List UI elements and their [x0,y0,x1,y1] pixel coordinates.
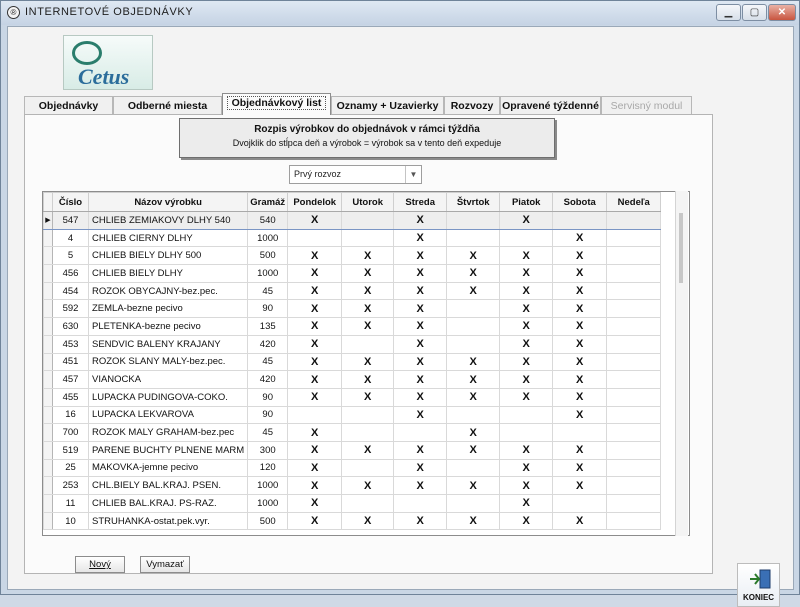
cell-utorok[interactable]: X [342,247,394,265]
cell-utorok[interactable] [342,335,394,353]
cell-pondelok[interactable]: X [288,335,342,353]
cell-pondelok[interactable]: X [288,495,342,513]
exit-button[interactable] [737,563,780,607]
cell-sobota[interactable]: X [553,282,607,300]
cell-pondelok[interactable]: X [288,424,342,442]
cell-piatok[interactable]: X [500,318,553,336]
cell-sobota[interactable]: X [553,371,607,389]
tab-rozvozy[interactable]: Rozvozy [444,96,500,115]
table-row[interactable] [44,371,661,389]
table-row[interactable] [44,441,661,459]
cell-piatok[interactable]: X [500,212,553,230]
cell-pondelok[interactable] [288,229,342,247]
cell-nedela[interactable] [607,388,661,406]
row-selector[interactable] [44,335,53,353]
cell-pondelok[interactable]: X [288,265,342,283]
cell-gramaz[interactable]: 300 [248,441,288,459]
cell-streda[interactable]: X [394,441,447,459]
cell-stvrtok[interactable] [447,335,500,353]
cell-utorok[interactable] [342,406,394,424]
cell-nedela[interactable] [607,335,661,353]
cell-piatok[interactable]: X [500,371,553,389]
cell-gramaz[interactable]: 45 [248,282,288,300]
header-nedela[interactable]: Nedeľa [607,193,661,212]
cell-utorok[interactable] [342,424,394,442]
window-title: INTERNETOVÉ OBJEDNÁVKY [25,6,194,18]
table-row[interactable] [44,212,661,230]
row-selector[interactable] [44,353,53,371]
table-row[interactable] [44,512,661,530]
app-icon[interactable]: ® [7,6,20,19]
cell-nedela[interactable] [607,477,661,495]
cell-piatok[interactable]: X [500,335,553,353]
cell-nazov[interactable]: SENDVIC BALENY KRAJANY [89,335,248,353]
cell-nazov[interactable]: CHLIEB ZEMIAKOVY DLHY 540 [89,212,248,230]
cell-nazov[interactable]: STRUHANKA-ostat.pek.vyr. [89,512,248,530]
cell-pondelok[interactable]: X [288,282,342,300]
minimize-icon[interactable]: ▁ [716,4,741,21]
cell-nedela[interactable] [607,371,661,389]
cell-pondelok[interactable]: X [288,353,342,371]
cell-utorok[interactable] [342,459,394,477]
cell-sobota[interactable]: X [553,229,607,247]
cell-stvrtok[interactable] [447,212,500,230]
cell-piatok[interactable]: X [500,247,553,265]
table-row[interactable] [44,459,661,477]
cell-sobota[interactable]: X [553,318,607,336]
cell-pondelok[interactable] [288,406,342,424]
cell-stvrtok[interactable]: X [447,424,500,442]
cell-nazov[interactable]: ROZOK OBYCAJNY-bez.pec. [89,282,248,300]
tab-objednavkovy-list[interactable] [222,93,331,115]
row-selector[interactable] [44,247,53,265]
cell-cislo[interactable]: 253 [53,477,89,495]
cell-nazov[interactable]: MAKOVKA-jemne pecivo [89,459,248,477]
cell-piatok[interactable]: X [500,265,553,283]
row-selector[interactable] [44,265,53,283]
vertical-scrollbar[interactable] [675,191,688,536]
cell-nazov[interactable]: CHLIEB BIELY DLHY [89,265,248,283]
cell-pondelok[interactable]: X [288,371,342,389]
cell-utorok[interactable]: X [342,282,394,300]
cell-cislo[interactable]: 455 [53,388,89,406]
cell-nedela[interactable] [607,247,661,265]
cell-utorok[interactable] [342,212,394,230]
cell-gramaz[interactable]: 500 [248,247,288,265]
table-row[interactable] [44,406,661,424]
cell-nazov[interactable]: LUPACKA LEKVAROVA [89,406,248,424]
cell-nazov[interactable]: CHLIEB BIELY DLHY 500 [89,247,248,265]
row-selector[interactable] [44,282,53,300]
cell-nazov[interactable]: PARENE BUCHTY PLNENE MARM [89,441,248,459]
scrollbar-thumb[interactable] [679,213,683,283]
table-row[interactable] [44,335,661,353]
route-select-value: Prvý rozvoz [294,169,342,179]
cell-gramaz[interactable]: 45 [248,424,288,442]
table-row[interactable] [44,388,661,406]
cell-cislo[interactable]: 5 [53,247,89,265]
logo-text: Cetus [78,64,130,89]
row-selector[interactable] [44,229,53,247]
cell-gramaz[interactable]: 45 [248,353,288,371]
cell-piatok[interactable] [500,229,553,247]
cell-piatok[interactable]: X [500,459,553,477]
cell-sobota[interactable]: X [553,406,607,424]
header-cislo[interactable]: Číslo [53,193,89,212]
cell-streda[interactable] [394,495,447,513]
main-area [7,26,794,602]
cell-cislo[interactable]: 519 [53,441,89,459]
cell-streda[interactable] [394,424,447,442]
cell-pondelok[interactable]: X [288,459,342,477]
cell-gramaz[interactable]: 500 [248,512,288,530]
row-selector[interactable] [44,512,53,530]
cell-cislo[interactable]: 453 [53,335,89,353]
cell-pondelok[interactable]: X [288,212,342,230]
row-selector[interactable] [44,371,53,389]
cell-utorok[interactable] [342,229,394,247]
cell-pondelok[interactable]: X [288,477,342,495]
cell-gramaz[interactable]: 1000 [248,265,288,283]
header-stvrtok[interactable]: Štvrtok [447,193,500,212]
cell-stvrtok[interactable]: X [447,247,500,265]
cell-utorok[interactable]: X [342,441,394,459]
cell-cislo[interactable]: 592 [53,300,89,318]
cell-utorok[interactable] [342,495,394,513]
cell-gramaz[interactable]: 1000 [248,229,288,247]
cell-nedela[interactable] [607,300,661,318]
cell-gramaz[interactable]: 420 [248,335,288,353]
cell-piatok[interactable] [500,424,553,442]
cell-nedela[interactable] [607,282,661,300]
cell-nazov[interactable]: CHLIEB BAL.KRAJ. PS-RAZ. [89,495,248,513]
row-selector[interactable] [44,300,53,318]
cell-streda[interactable]: X [394,512,447,530]
header-piatok[interactable]: Piatok [500,193,553,212]
cell-nedela[interactable] [607,424,661,442]
table-row[interactable] [44,424,661,442]
table-row[interactable] [44,229,661,247]
cell-stvrtok[interactable] [447,318,500,336]
cell-cislo[interactable]: 456 [53,265,89,283]
cell-nazov[interactable]: ROZOK SLANY MALY-bez.pec. [89,353,248,371]
table-header [44,193,661,212]
cell-sobota[interactable]: X [553,353,607,371]
row-selector[interactable] [44,318,53,336]
cell-streda[interactable]: X [394,388,447,406]
cell-sobota[interactable] [553,212,607,230]
cell-streda[interactable]: X [394,247,447,265]
cell-gramaz[interactable]: 1000 [248,477,288,495]
row-selector[interactable] [44,495,53,513]
cell-sobota[interactable]: X [553,459,607,477]
tab-odberne-miesta[interactable]: Odberné miesta [113,96,222,115]
cell-utorok[interactable]: X [342,318,394,336]
cell-stvrtok[interactable]: X [447,388,500,406]
cell-sobota[interactable]: X [553,300,607,318]
cell-nedela[interactable] [607,212,661,230]
current-row-arrow-icon[interactable]: ▶ [44,212,53,230]
cell-stvrtok[interactable] [447,459,500,477]
row-selector[interactable] [44,477,53,495]
cell-streda[interactable]: X [394,265,447,283]
cell-sobota[interactable]: X [553,247,607,265]
tab-objednavky[interactable]: Objednávky [24,96,113,115]
table-row[interactable] [44,353,661,371]
exit-label: KONIEC [742,593,775,602]
cell-nedela[interactable] [607,353,661,371]
cell-streda[interactable]: X [394,318,447,336]
cell-nedela[interactable] [607,229,661,247]
cell-utorok[interactable]: X [342,477,394,495]
row-selector[interactable] [44,441,53,459]
cell-utorok[interactable]: X [342,265,394,283]
cell-streda[interactable]: X [394,282,447,300]
close-icon[interactable]: ✕ [768,4,796,21]
cell-gramaz[interactable]: 90 [248,300,288,318]
table-body [44,212,661,530]
header-gramaz[interactable]: Gramáž [248,193,288,212]
cell-piatok[interactable]: X [500,512,553,530]
cell-utorok[interactable]: X [342,512,394,530]
cell-nedela[interactable] [607,459,661,477]
row-selector[interactable] [44,424,53,442]
cell-stvrtok[interactable]: X [447,371,500,389]
cell-nedela[interactable] [607,495,661,513]
cell-stvrtok[interactable] [447,406,500,424]
cell-piatok[interactable]: X [500,441,553,459]
cell-cislo[interactable]: 4 [53,229,89,247]
tab-servisny-modul: Servisný modul [601,96,692,115]
cell-nedela[interactable] [607,441,661,459]
cell-streda[interactable]: X [394,229,447,247]
cell-sobota[interactable] [553,424,607,442]
cell-utorok[interactable]: X [342,353,394,371]
cell-cislo[interactable]: 700 [53,424,89,442]
cell-sobota[interactable]: X [553,335,607,353]
cell-cislo[interactable]: 25 [53,459,89,477]
cell-piatok[interactable] [500,406,553,424]
cell-nazov[interactable]: ZEMLA-bezne pecivo [89,300,248,318]
cell-streda[interactable]: X [394,477,447,495]
row-selector[interactable] [44,388,53,406]
new-button[interactable]: Nový [75,556,125,573]
cell-sobota[interactable]: X [553,388,607,406]
cell-cislo[interactable]: 11 [53,495,89,513]
cell-stvrtok[interactable] [447,300,500,318]
cell-gramaz[interactable]: 420 [248,371,288,389]
cell-stvrtok[interactable]: X [447,441,500,459]
delete-button[interactable]: Vymazať [140,556,190,573]
cell-gramaz[interactable]: 540 [248,212,288,230]
cell-nazov[interactable]: LUPACKA PUDINGOVA-COKO. [89,388,248,406]
header-selector [44,193,53,212]
cell-stvrtok[interactable] [447,229,500,247]
cell-pondelok[interactable]: X [288,441,342,459]
tab-panel [24,114,713,574]
cell-streda[interactable]: X [394,212,447,230]
exit-door-icon [748,569,772,589]
cell-nedela[interactable] [607,265,661,283]
cell-nedela[interactable] [607,406,661,424]
title-bar[interactable] [1,1,799,25]
cell-pondelok[interactable]: X [288,247,342,265]
tab-oznamy-uzavierky[interactable]: Oznamy + Uzavierky [331,96,444,115]
cell-utorok[interactable]: X [342,300,394,318]
cell-pondelok[interactable]: X [288,388,342,406]
cell-stvrtok[interactable]: X [447,353,500,371]
cell-streda[interactable]: X [394,353,447,371]
header-pondelok[interactable]: Pondelok [288,193,342,212]
cell-cislo[interactable]: 16 [53,406,89,424]
header-sobota[interactable]: Sobota [553,193,607,212]
cell-piatok[interactable]: X [500,300,553,318]
products-table [43,192,661,530]
cell-streda[interactable]: X [394,406,447,424]
cell-pondelok[interactable]: X [288,300,342,318]
cell-sobota[interactable]: X [553,477,607,495]
cell-stvrtok[interactable]: X [447,282,500,300]
header-streda[interactable]: Streda [394,193,447,212]
cell-nazov[interactable]: CHL.BIELY BAL.KRAJ. PSEN. [89,477,248,495]
cell-pondelok[interactable]: X [288,318,342,336]
cell-gramaz[interactable]: 1000 [248,495,288,513]
cell-cislo[interactable]: 454 [53,282,89,300]
cell-streda[interactable]: X [394,371,447,389]
cell-nedela[interactable] [607,318,661,336]
cell-gramaz[interactable]: 135 [248,318,288,336]
maximize-icon[interactable]: ▢ [742,4,767,21]
header-nazov[interactable]: Názov výrobku [89,193,248,212]
cell-stvrtok[interactable]: X [447,265,500,283]
cell-sobota[interactable]: X [553,441,607,459]
cell-cislo[interactable]: 10 [53,512,89,530]
cell-utorok[interactable]: X [342,388,394,406]
cell-nazov[interactable]: CHLIEB CIERNY DLHY [89,229,248,247]
tab-opravene-tyzdenne[interactable]: Opravené týždenné [500,96,601,115]
products-grid [42,191,690,536]
cell-piatok[interactable]: X [500,282,553,300]
info-subtitle: Dvojklik do stĺpca deň a výrobok = výrobok sa v tento deň expeduje [232,138,502,148]
cell-streda[interactable]: X [394,335,447,353]
cell-nazov[interactable]: VIANOCKA [89,371,248,389]
cell-stvrtok[interactable]: X [447,512,500,530]
cetus-logo [63,35,153,90]
table-row[interactable] [44,477,661,495]
info-title: Rozpis výrobkov do objednávok v rámci týždňa [254,124,480,135]
header-utorok[interactable]: Utorok [342,193,394,212]
logo-emblem-icon [72,41,102,65]
cell-stvrtok[interactable]: X [447,477,500,495]
cell-gramaz[interactable]: 90 [248,388,288,406]
cell-gramaz[interactable]: 90 [248,406,288,424]
cell-streda[interactable]: X [394,300,447,318]
cell-piatok[interactable]: X [500,477,553,495]
row-selector[interactable] [44,406,53,424]
cell-cislo[interactable]: 630 [53,318,89,336]
table-row[interactable] [44,265,661,283]
cell-nazov[interactable]: ROZOK MALY GRAHAM-bez.pec [89,424,248,442]
cell-sobota[interactable] [553,495,607,513]
table-row[interactable] [44,495,661,513]
cell-cislo[interactable]: 451 [53,353,89,371]
cell-utorok[interactable]: X [342,371,394,389]
info-box [179,118,555,158]
cell-gramaz[interactable]: 120 [248,459,288,477]
tab-objednavkovy-list-label: Objednávkový list [227,96,327,110]
route-select[interactable] [289,165,422,184]
cell-piatok[interactable]: X [500,495,553,513]
cell-stvrtok[interactable] [447,495,500,513]
table-row[interactable] [44,247,661,265]
table-row[interactable] [44,318,661,336]
cell-nazov[interactable]: PLETENKA-bezne pecivo [89,318,248,336]
cell-streda[interactable]: X [394,459,447,477]
cell-pondelok[interactable]: X [288,512,342,530]
row-selector[interactable] [44,459,53,477]
cell-cislo[interactable]: 457 [53,371,89,389]
table-row[interactable] [44,282,661,300]
cell-nedela[interactable] [607,512,661,530]
cell-sobota[interactable]: X [553,265,607,283]
table-row[interactable] [44,300,661,318]
cell-piatok[interactable]: X [500,353,553,371]
chevron-down-icon[interactable]: ▼ [405,166,421,183]
cell-sobota[interactable]: X [553,512,607,530]
cell-piatok[interactable]: X [500,388,553,406]
cell-cislo[interactable]: 547 [53,212,89,230]
